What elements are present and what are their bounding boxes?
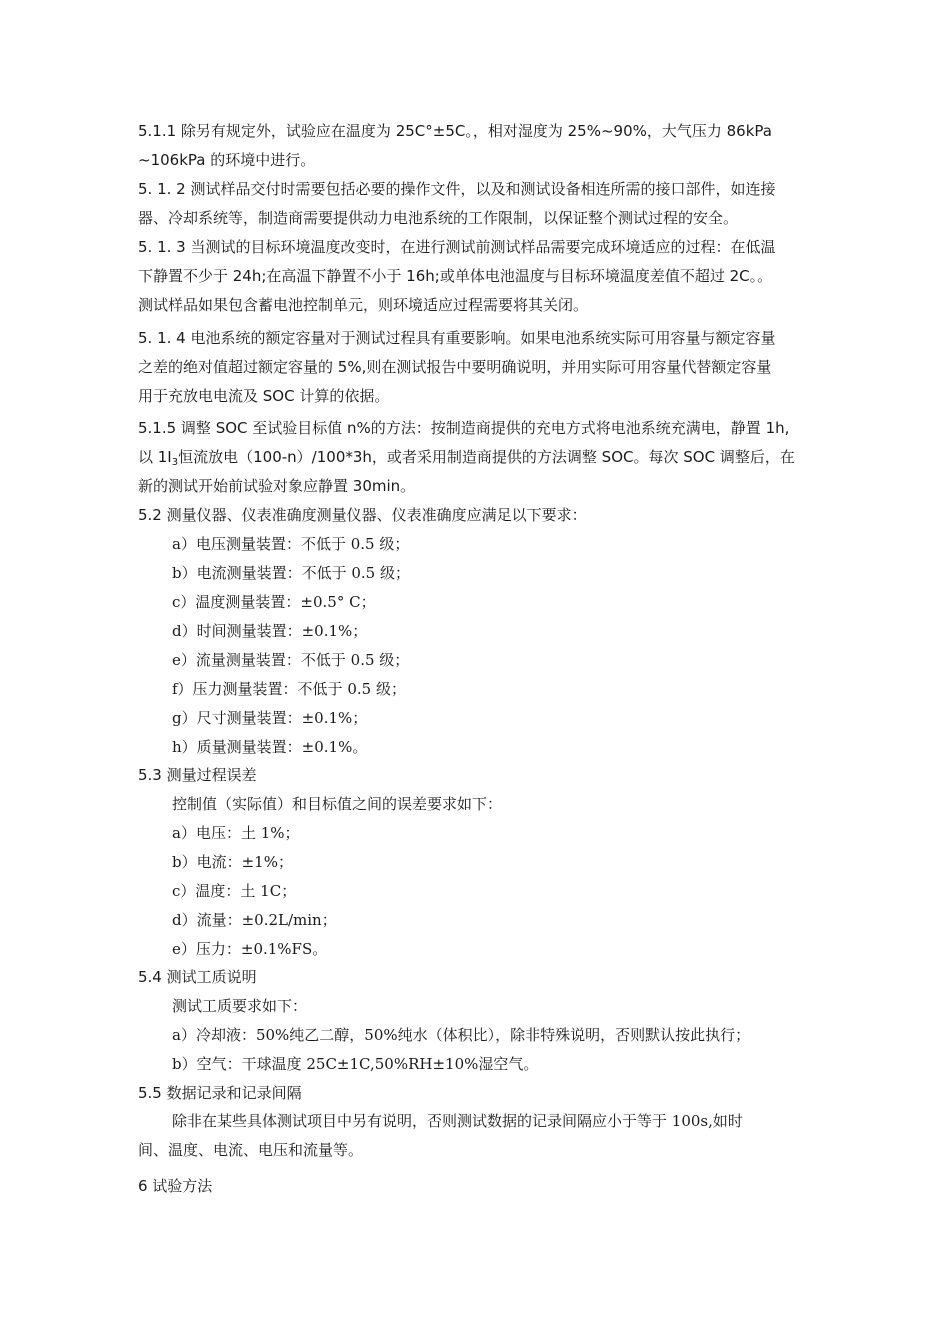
para-5-1-4-line-1: 5. 1. 4 电池系统的额定容量对于测试过程具有重要影响。如果电池系统实际可用容量与额定容量 xyxy=(138,329,776,347)
para-5-1-4-line-3: 用于充放电电流及 SOC 计算的依据。 xyxy=(138,387,390,405)
para-5-1-2-line-1: 5. 1. 2 测试样品交付时需要包括必要的操作文件，以及和测试设备相连所需的接口部件，如连接 xyxy=(138,180,776,198)
section-5-2-item: a）电压测量装置：不低于 0.5 级； xyxy=(172,535,410,553)
section-5-2-item: b）电流测量装置：不低于 0.5 级； xyxy=(172,564,410,582)
section-5-4-item: b）空气：干球温度 25C±1C,50%RH±10%湿空气。 xyxy=(172,1055,539,1073)
para-5-1-5-line-2 xyxy=(138,447,795,467)
section-5-5-line-1: 除非在某些具体测试项目中另有说明，否则测试数据的记录间隔应小于等于 100s,如时 xyxy=(172,1112,743,1130)
section-5-3-item: a）电压：土 1%； xyxy=(172,824,300,842)
section-5-2-item: f）压力测量装置：不低于 0.5 级； xyxy=(172,680,406,698)
section-5-4-item: a）冷却液：50%纯乙二醇，50%纯水（体积比），除非特殊说明，否则默认按此执行； xyxy=(172,1026,751,1044)
section-5-2-heading: 5.2 测量仪器、仪表准确度 xyxy=(138,506,317,524)
para-5-1-4-line-2: 之差的绝对值超过额定容量的 5%,则在测试报告中要明确说明，并用实际可用容量代替额定容量 xyxy=(138,358,772,376)
para-5-1-5-line-1: 5.1.5 调整 SOC 至试验目标值 n%的方法：按制造商提供的充电方式将电池系统充满电，静置 1h, xyxy=(138,419,790,437)
para-5-1-3-line-3: 测试样品如果包含蓄电池控制单元，则环境适应过程需要将其关闭。 xyxy=(138,296,589,314)
section-5-2-item: c）温度测量装置：±0.5° C； xyxy=(172,593,376,611)
section-5-3-intro: 控制值（实际值）和目标值之间的误差要求如下： xyxy=(172,795,503,813)
section-5-2-item: h）质量测量装置：±0.1%。 xyxy=(172,738,368,756)
section-5-4-heading: 5.4 测试工质说明 xyxy=(138,968,257,986)
para-5-1-1-line-2: ~106kPa 的环境中进行。 xyxy=(138,151,316,169)
section-5-3-item: d）流量：±0.2L/min； xyxy=(172,911,337,929)
para-5-1-1-line-1: 5.1.1 除另有规定外，试验应在温度为 25C°±5C。，相对湿度为 25%~90%，大气压力 86kPa xyxy=(138,122,772,140)
current-subscript: 3 xyxy=(171,457,179,468)
section-5-2-heading-tail: 测量仪器、仪表准确度应满足以下要求： xyxy=(316,506,587,524)
section-5-3-item: e）压力：±0.1%FS。 xyxy=(172,940,328,958)
section-5-3-heading: 5.3 测量过程误差 xyxy=(138,766,257,784)
section-5-5-heading: 5.5 数据记录和记录间隔 xyxy=(138,1084,302,1102)
para-5-1-2-line-2: 器、冷却系统等，制造商需要提供动力电池系统的工作限制，以保证整个测试过程的安全。 xyxy=(138,209,739,227)
para-5-1-5-line-2-pre: 以 1I xyxy=(138,448,172,466)
section-5-2-heading-line xyxy=(138,505,587,526)
section-5-4-intro: 测试工质要求如下： xyxy=(172,997,308,1015)
section-5-3-item: b）电流：±1%； xyxy=(172,853,293,871)
section-5-2-item: g）尺寸测量装置：±0.1%； xyxy=(172,709,368,727)
section-5-2-item: d）时间测量装置：±0.1%； xyxy=(172,622,368,640)
section-5-2-item: e）流量测量装置：不低于 0.5 级； xyxy=(172,651,410,669)
section-5-5-line-2: 间、温度、电流、电压和流量等。 xyxy=(138,1141,364,1159)
para-5-1-5-line-3: 新的测试开始前试验对象应静置 30min。 xyxy=(138,477,416,495)
para-5-1-5-line-2-post: 恒流放电（100-n）/100*3h，或者采用制造商提供的方法调整 SOC。每次 SOC 调整后，在 xyxy=(178,448,795,466)
para-5-1-3-line-2: 下静置不少于 24h;在高温下静置不小于 16h;或单体电池温度与目标环境温度差值不超过 2C。。 xyxy=(138,267,773,285)
para-5-1-3-line-1: 5. 1. 3 当测试的目标环境温度改变时，在进行测试前测试样品需要完成环境适应的过程：在低温 xyxy=(138,238,776,256)
section-5-3-item: c）温度：土 1C； xyxy=(172,882,297,900)
section-6-heading: 6 试验方法 xyxy=(138,1177,213,1195)
